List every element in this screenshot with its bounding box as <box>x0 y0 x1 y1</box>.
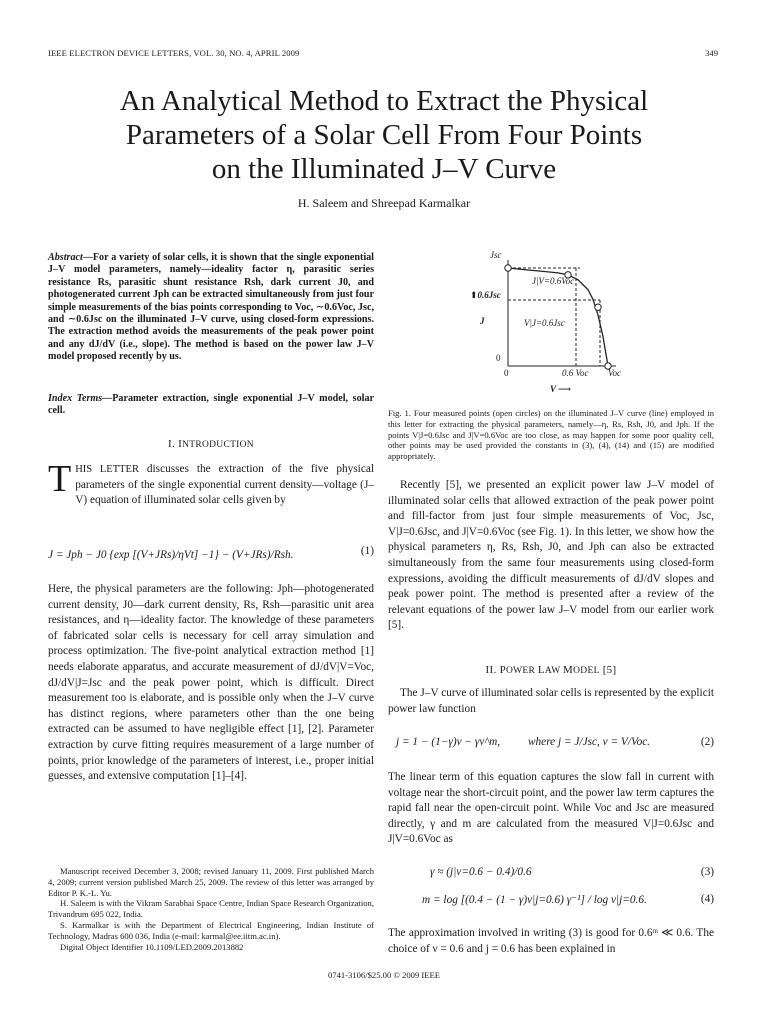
journal-header: IEEE ELECTRON DEVICE LETTERS, VOL. 30, NO. 4, APRIL 2009 <box>48 48 300 58</box>
title-line-1: An Analytical Method to Extract the Physical <box>119 85 649 117</box>
footnotes <box>48 866 374 952</box>
drop-cap: T <box>48 458 72 500</box>
equation-2-body: j = 1 − (1−γ)v − γv^m, <box>396 736 501 748</box>
section-2-l: L <box>537 664 545 676</box>
footnote-author-2: S. Karmalkar is with the Department of Electrical Engineering, Indian Institute of Technology, Madras 600 036, India (e-mail: karmal@ee.iitm.ac.in). <box>48 919 374 941</box>
equation-4-number: (4) <box>700 893 714 905</box>
section-2-ower: OWER <box>506 666 538 676</box>
equation-1-body: J = Jph − J0 {exp [(V+JRs)/ηVt] −1} − (V+JRs)/Rsh. <box>48 549 294 561</box>
section-2-heading <box>388 664 714 676</box>
label-v-axis: V ⟶ <box>550 384 571 394</box>
right-paragraph-3: The linear term of this equation captures the slow fall in current with voltage near the short-circuit point, and the power law term captures the rapid fall near the open-circuit point. While Voc and Jsc are measured directly, γ and m are calculated from the measured V|J=0.6Jsc and J|V=0.6Voc as <box>388 771 714 846</box>
paper-title <box>60 84 708 186</box>
equation-2-number: (2) <box>700 736 714 748</box>
section-2-aw: AW <box>544 666 564 676</box>
section-2-p: P <box>499 664 506 676</box>
equation-1-number: (1) <box>360 545 374 557</box>
index-terms <box>48 393 374 418</box>
tick-zero-x: 0 <box>504 368 509 378</box>
right-paragraph-4: The approximation involved in writing (3) is good for 0.6ᵐ ≪ 0.6. The choice of ν = 0.6 and j = 0.6 has been explained in <box>388 927 714 955</box>
figure-1-caption: Fig. 1. Four measured points (open circles) on the illuminated J–V curve (line) employed in this letter for extracting the physical parameters, namely—η, Rs, Rsh, J0, and Jph. If the points V|J=0.6Jsc and J|V=0.6Voc are too close, as may happen for some poor quality cell, other points may be used provided the constants in (3), (4), (14) and (15) are modified appropriately. <box>388 408 714 462</box>
intro-paragraph-1 <box>48 458 374 509</box>
equation-4 <box>388 893 714 909</box>
label-06jsc-text: 0.6Jsc <box>477 290 501 300</box>
section-2-ref: [5] <box>599 664 617 676</box>
abstract-lead: Abstract <box>48 252 83 263</box>
authors: H. Saleem and Shreepad Karmalkar <box>297 196 471 210</box>
section-2-odel: ODEL <box>573 666 600 676</box>
measured-point-3 <box>595 304 601 310</box>
equation-1 <box>48 545 374 561</box>
title-line-2: Parameters of a Solar Cell From Four Points <box>125 119 643 151</box>
copyright-footer: 0741-3106/$25.00 © 2009 IEEE <box>327 970 441 980</box>
label-v-text: V <box>550 384 556 394</box>
tick-voc: Voc <box>608 368 621 378</box>
equation-3 <box>388 866 714 882</box>
label-06jsc: ⬆0.6Jsc <box>470 290 501 300</box>
title-line-3: on the Illuminated J–V Curve <box>211 153 557 185</box>
footnote-author-1: H. Saleem is with the Vikram Sarabhai Space Centre, Indian Space Research Organization, Trivandrum 695 022, India. <box>48 898 374 920</box>
footnote-doi: Digital Object Identifier 10.1109/LED.2009.2013882 <box>60 941 244 952</box>
equation-3-number: (3) <box>700 866 714 878</box>
index-terms-lead: Index Terms <box>48 393 103 404</box>
equation-4-body: m = log [(0.4 − (1 − γ)v|j=0.6) γ⁻¹] / log v|j=0.6. <box>422 894 647 906</box>
abstract <box>48 252 374 364</box>
abstract-text: —For a variety of solar cells, it is shown that the single exponential J–V model parameters, namely—ideality factor η, parasitic series resistance Rs, parasitic shunt resistance Rsh, dark current J0, and photogenerated current Jph can be extracted simultaneously from just four simple measurements of the bias points corresponding to Voc, ∼0.6Voc, Jsc, and ∼0.6Jsc on the illuminated J–V curve, using closed-form expressions. The extraction method avoids the measurements of the peak power point and any dJ/dV (i.e., slope). The method is based on the power law J–V model proposed recently by us. <box>48 252 374 363</box>
index-terms-text: —Parameter extraction, single exponential J–V model, solar cell. <box>48 393 374 417</box>
equation-3-body: γ ≈ (j|v=0.6 − 0.4)/0.6 <box>430 866 532 878</box>
intro-text: discusses the extraction of the five physical parameters of the single exponential current density—voltage (J–V) equation of illuminated solar cells given by <box>75 463 374 507</box>
section-2-number: II. <box>485 664 500 676</box>
right-paragraph-1: Recently [5], we presented an explicit power law J–V model of illuminated solar cells that allowed extraction of the peak power point and fill-factor from just four simple measurements of Voc, Jsc, V|J=0.6Jsc, and J|V=0.6Voc (see Fig. 1). In this letter, we show how the physical parameters η, Rs, Rsh, J0, and Jph can also be extracted simultaneously from the same four measurements using closed-form expressions, avoiding the difficult measurements of dJ/dV slopes and peak power point. The method is presented after a review of the relevant equations of the power law J–V model from our earlier work [5]. <box>388 479 714 632</box>
section-1-first-letter: I <box>178 438 183 450</box>
section-2-m: M <box>563 664 574 676</box>
equation-2-where: where j = J/Jsc, v = V/Voc. <box>528 736 651 748</box>
section-1-number: I. <box>168 438 179 450</box>
tick-zero-y: 0 <box>496 353 501 363</box>
equation-2 <box>388 736 714 752</box>
section-1-heading <box>48 438 374 450</box>
measured-point-1 <box>505 265 511 271</box>
section-1-rest: NTRODUCTION <box>182 440 254 450</box>
footnote-received: Manuscript received December 3, 2008; revised January 11, 2009. First published March 4, 2009; current version published March 25, 2009. The review of this letter was arranged by Editor P. K.-L. Yu. <box>48 866 374 898</box>
annotation-v-at-06jsc: V|J=0.6Jsc <box>524 318 565 328</box>
label-jsc: Jsc <box>490 250 502 260</box>
intro-caps: HIS LETTER <box>75 464 139 475</box>
right-paragraph-2: The J–V curve of illuminated solar cells is represented by the explicit power law function <box>388 687 714 715</box>
label-j-axis: J <box>480 316 485 326</box>
intro-paragraph-2: Here, the physical parameters are the following: Jph—photogenerated current density, J0—dark current density, Rs, Rsh—parasitic unit area resistances, and η—ideality factor. The knowledge of these parameters of fabricated solar cells is necessary for cell array simulation and process optimization. The five-point analytical extraction method [1] needs elaborate apparatus, and accurate measurement of dJ/dV|V=Voc, dJ/dV|J=Jsc and the peak power point, which is difficult. Direct measurement too is elaborate, and is possible only when the J–V curve has distinct regions, where parameters other than the one being extracted can be assumed to have negligible effect [1], [2]. Parameter extraction by curve fitting requires measurement of a large number of points, prior knowledge of the parameters of interest, i.e., proper initial guesses, and extensive computation [1]–[4]. <box>48 583 374 783</box>
tick-06voc: 0.6 Voc <box>562 368 589 378</box>
figure-1 <box>468 248 638 408</box>
annotation-j-at-06voc: J|V=0.6Voc <box>532 276 575 286</box>
page-number: 349 <box>705 48 718 58</box>
